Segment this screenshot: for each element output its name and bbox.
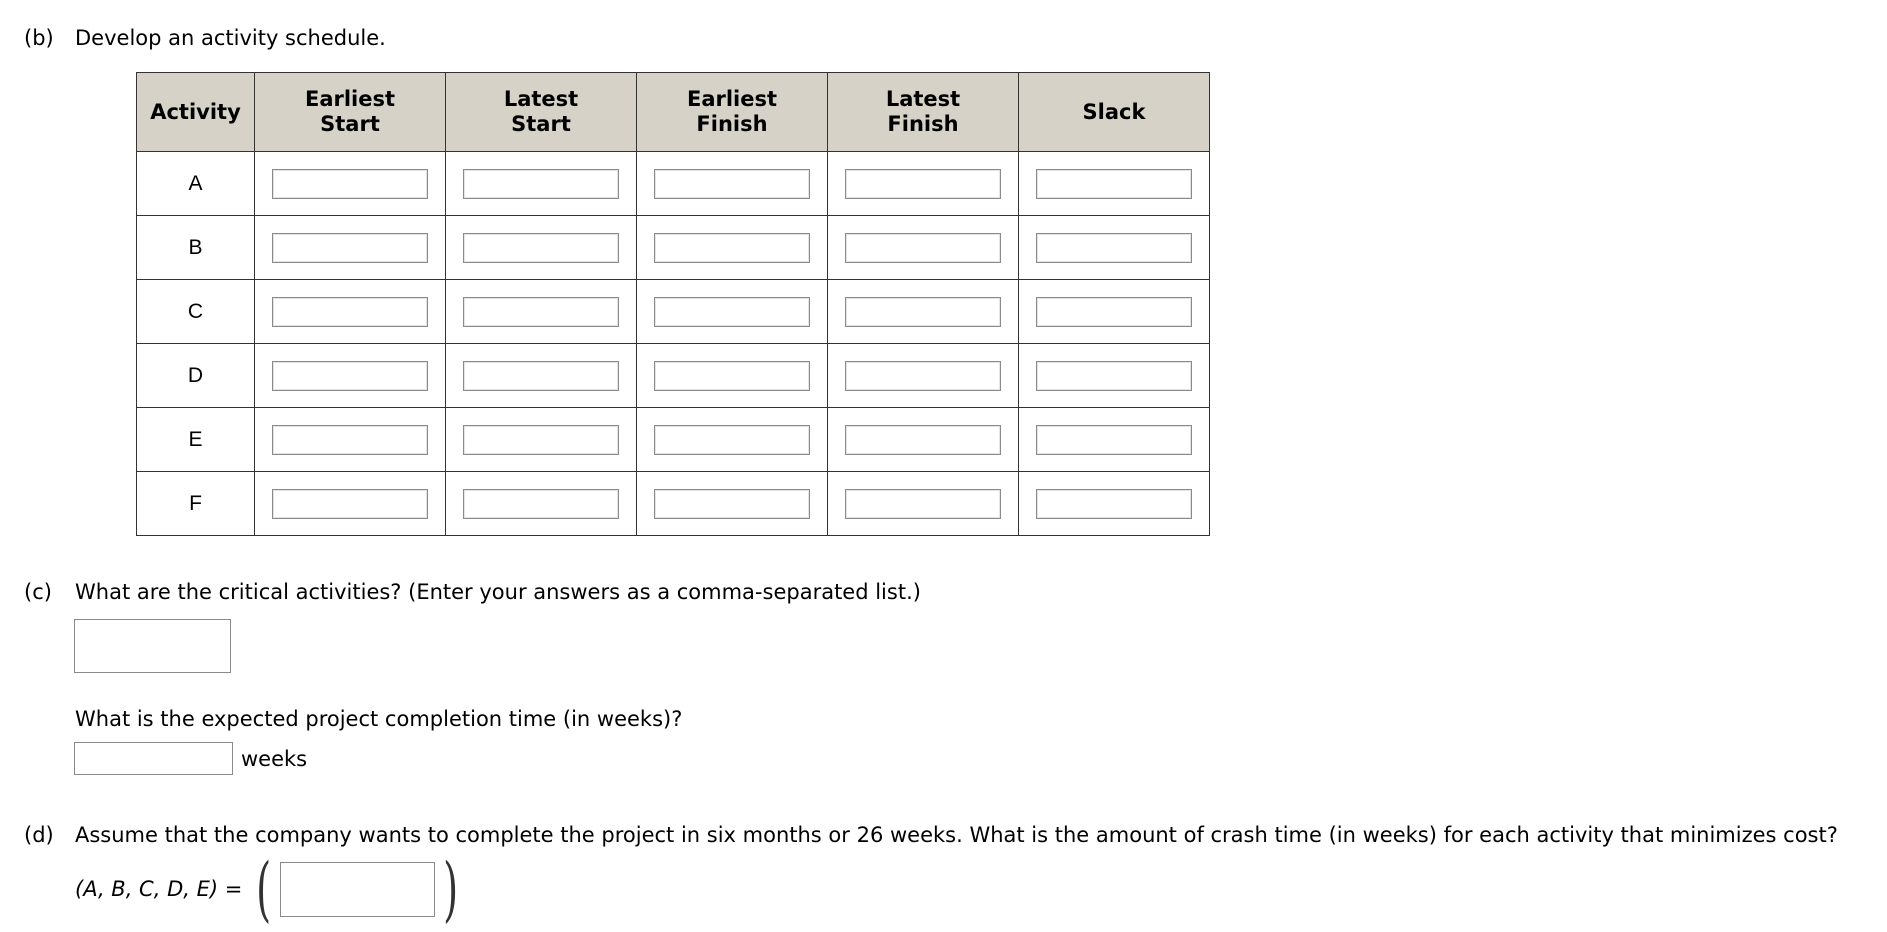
activity-schedule-table xyxy=(136,72,1210,536)
header-latest-finish-line2: Finish xyxy=(887,112,959,136)
activity-label: F xyxy=(137,472,255,536)
latest-start-input-c[interactable] xyxy=(463,297,619,327)
right-paren-icon: ) xyxy=(442,848,458,930)
table-row xyxy=(137,408,1210,472)
table-cell xyxy=(1019,472,1210,536)
table-row xyxy=(137,344,1210,408)
table-cell xyxy=(637,280,828,344)
table-cell xyxy=(637,152,828,216)
crash-tuple-vars: (A, B, C, D, E) xyxy=(75,877,219,901)
earliest-finish-input-d[interactable] xyxy=(654,361,810,391)
header-slack: Slack xyxy=(1019,73,1210,152)
table-cell xyxy=(1019,280,1210,344)
crash-tuple-label xyxy=(75,877,242,901)
latest-start-input-b[interactable] xyxy=(463,233,619,263)
part-d-letter: (d) xyxy=(24,823,54,847)
earliest-finish-input-b[interactable] xyxy=(654,233,810,263)
table-cell xyxy=(446,216,637,280)
header-latest-finish-line1: Latest xyxy=(885,87,961,111)
part-c-text: What are the critical activities? (Enter your answers as a comma-separated list.) xyxy=(75,580,921,604)
part-d-text: Assume that the company wants to complete the project in six months or 26 weeks. What is the amount of crash time (in weeks) for each activity that minimizes cost? xyxy=(75,823,1838,847)
completion-time-input[interactable] xyxy=(74,742,233,775)
crash-time-row xyxy=(75,848,464,930)
earliest-start-input-f[interactable] xyxy=(272,489,428,519)
part-c-letter: (c) xyxy=(24,580,52,604)
table-cell xyxy=(446,344,637,408)
table-cell xyxy=(637,408,828,472)
table-cell xyxy=(637,344,828,408)
table-cell xyxy=(828,216,1019,280)
slack-input-e[interactable] xyxy=(1036,425,1192,455)
header-earliest-start-line2: Start xyxy=(320,112,380,136)
header-latest-start xyxy=(446,73,637,152)
table-cell xyxy=(828,408,1019,472)
table-cell xyxy=(255,408,446,472)
table-cell xyxy=(255,216,446,280)
header-latest-start-line2: Start xyxy=(511,112,571,136)
table-cell xyxy=(828,280,1019,344)
earliest-finish-input-a[interactable] xyxy=(654,169,810,199)
slack-input-c[interactable] xyxy=(1036,297,1192,327)
earliest-finish-input-e[interactable] xyxy=(654,425,810,455)
completion-time-question: What is the expected project completion time (in weeks)? xyxy=(75,707,683,731)
completion-unit-label: weeks xyxy=(241,746,308,771)
table-row xyxy=(137,216,1210,280)
equals-sign: = xyxy=(224,877,243,901)
table-cell xyxy=(255,152,446,216)
header-latest-start-line1: Latest xyxy=(503,87,579,111)
part-b-text: Develop an activity schedule. xyxy=(75,26,386,50)
activity-label: B xyxy=(137,216,255,280)
part-b-letter: (b) xyxy=(24,26,54,50)
earliest-start-input-c[interactable] xyxy=(272,297,428,327)
slack-input-b[interactable] xyxy=(1036,233,1192,263)
slack-input-d[interactable] xyxy=(1036,361,1192,391)
header-earliest-start-line1: Earliest xyxy=(304,87,396,111)
left-paren-icon: ( xyxy=(256,848,272,930)
table-row xyxy=(137,152,1210,216)
table-cell xyxy=(1019,408,1210,472)
earliest-finish-input-f[interactable] xyxy=(654,489,810,519)
part-b-question xyxy=(24,26,386,50)
latest-finish-input-f[interactable] xyxy=(845,489,1001,519)
latest-start-input-e[interactable] xyxy=(463,425,619,455)
activity-label: A xyxy=(137,152,255,216)
latest-finish-input-e[interactable] xyxy=(845,425,1001,455)
table-cell xyxy=(828,152,1019,216)
critical-activities-input[interactable] xyxy=(74,619,231,673)
activity-label: C xyxy=(137,280,255,344)
earliest-finish-input-c[interactable] xyxy=(654,297,810,327)
table-cell xyxy=(446,152,637,216)
crash-time-input[interactable] xyxy=(280,862,435,917)
table-header-row xyxy=(137,73,1210,152)
earliest-start-input-a[interactable] xyxy=(272,169,428,199)
part-d-question xyxy=(24,823,1838,847)
table-row xyxy=(137,472,1210,536)
earliest-start-input-b[interactable] xyxy=(272,233,428,263)
table-cell xyxy=(255,280,446,344)
table-cell xyxy=(637,216,828,280)
latest-start-input-f[interactable] xyxy=(463,489,619,519)
table-cell xyxy=(446,472,637,536)
table-cell xyxy=(1019,216,1210,280)
table-cell xyxy=(446,408,637,472)
header-earliest-finish-line1: Earliest xyxy=(686,87,778,111)
table-cell xyxy=(1019,152,1210,216)
table-cell xyxy=(828,472,1019,536)
header-earliest-start xyxy=(255,73,446,152)
latest-finish-input-c[interactable] xyxy=(845,297,1001,327)
earliest-start-input-e[interactable] xyxy=(272,425,428,455)
table-cell xyxy=(637,472,828,536)
earliest-start-input-d[interactable] xyxy=(272,361,428,391)
header-earliest-finish xyxy=(637,73,828,152)
table-cell xyxy=(828,344,1019,408)
header-activity: Activity xyxy=(137,73,255,152)
completion-time-row xyxy=(74,742,307,775)
header-earliest-finish-line2: Finish xyxy=(696,112,768,136)
latest-finish-input-b[interactable] xyxy=(845,233,1001,263)
table-cell xyxy=(1019,344,1210,408)
table-cell xyxy=(255,472,446,536)
header-latest-finish xyxy=(828,73,1019,152)
latest-finish-input-a[interactable] xyxy=(845,169,1001,199)
latest-start-input-a[interactable] xyxy=(463,169,619,199)
slack-input-a[interactable] xyxy=(1036,169,1192,199)
latest-finish-input-d[interactable] xyxy=(845,361,1001,391)
part-c-question xyxy=(24,580,921,604)
table-cell xyxy=(255,344,446,408)
slack-input-f[interactable] xyxy=(1036,489,1192,519)
table-cell xyxy=(446,280,637,344)
activity-label: E xyxy=(137,408,255,472)
latest-start-input-d[interactable] xyxy=(463,361,619,391)
activity-label: D xyxy=(137,344,255,408)
table-row xyxy=(137,280,1210,344)
